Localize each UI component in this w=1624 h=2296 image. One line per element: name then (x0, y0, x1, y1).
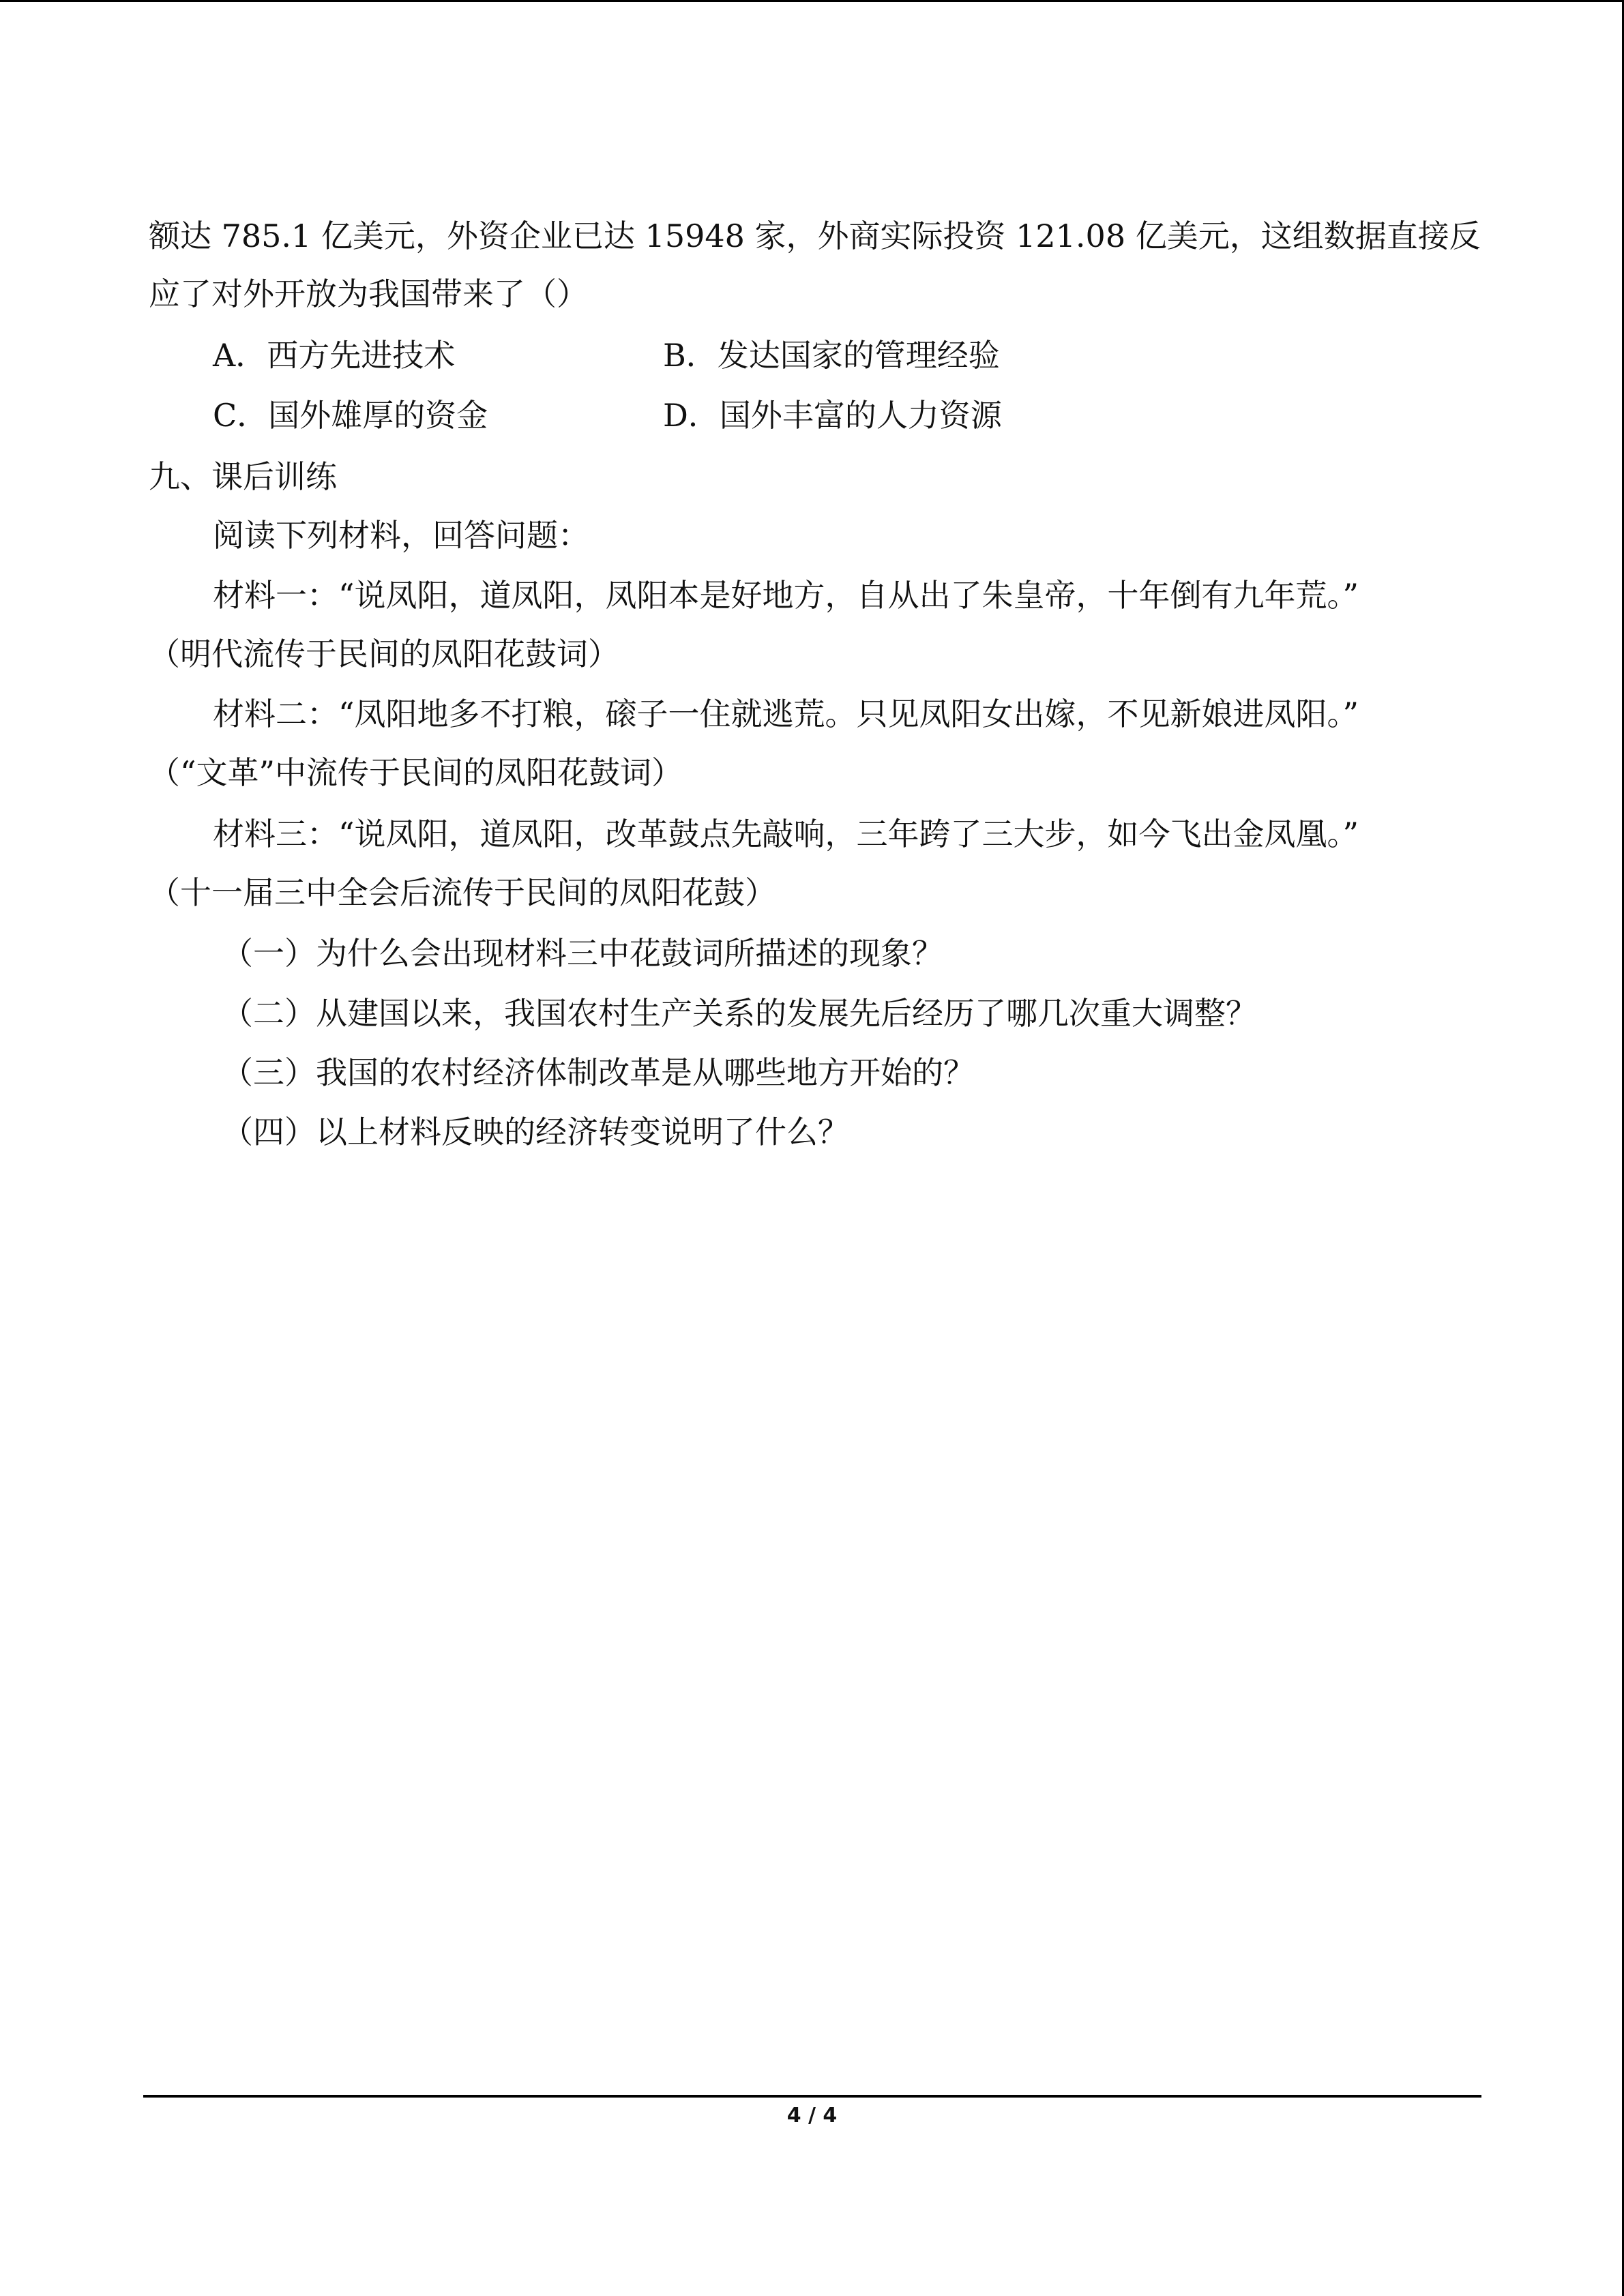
material-1: 材料一：“说凤阳，道凤阳，凤阳本是好地方，自从出了朱皇帝，十年倒有九年荒。” (213, 577, 1359, 614)
question-stem-line-2: 应了对外开放为我国带来了（） (149, 275, 588, 312)
footer-divider (143, 2095, 1481, 2098)
material-2-source: （“文革”中流传于民间的凤阳花鼓词） (149, 754, 683, 791)
page-number: 4 / 4 (786, 2104, 838, 2128)
option-c: C．国外雄厚的资金 (213, 397, 488, 434)
option-d: D．国外丰富的人力资源 (663, 397, 1002, 434)
question-3: （三）我国的农村经济体制改革是从哪些地方开始的？ (222, 1054, 975, 1091)
material-2: 材料二：“凤阳地多不打粮，磙子一住就逃荒。只见凤阳女出嫁，不见新娘进凤阳。” (213, 696, 1359, 732)
material-3: 材料三：“说凤阳，道凤阳，改革鼓点先敲响，三年跨了三大步，如今飞出金凤凰。” (213, 816, 1359, 852)
section-heading: 九、课后训练 (149, 458, 337, 495)
section-instruction: 阅读下列材料，回答问题： (213, 517, 589, 554)
question-4: （四）以上材料反映的经济转变说明了什么？ (222, 1114, 849, 1150)
question-2: （二）从建国以来，我国农村生产关系的发展先后经历了哪几次重大调整？ (222, 995, 1257, 1032)
material-3-source: （十一届三中全会后流传于民间的凤阳花鼓） (149, 874, 776, 911)
question-1: （一）为什么会出现材料三中花鼓词所描述的现象？ (222, 935, 943, 972)
page-frame-top-border (0, 0, 1624, 2)
question-stem-line-1: 额达 785.1 亿美元，外资企业已达 15948 家，外商实际投资 121.08 亿美元，这组数据直接反 (149, 218, 1481, 254)
option-a: A．西方先进技术 (213, 337, 456, 374)
option-b: B．发达国家的管理经验 (663, 337, 1000, 374)
material-1-source: （明代流传于民间的凤阳花鼓词） (149, 636, 619, 672)
